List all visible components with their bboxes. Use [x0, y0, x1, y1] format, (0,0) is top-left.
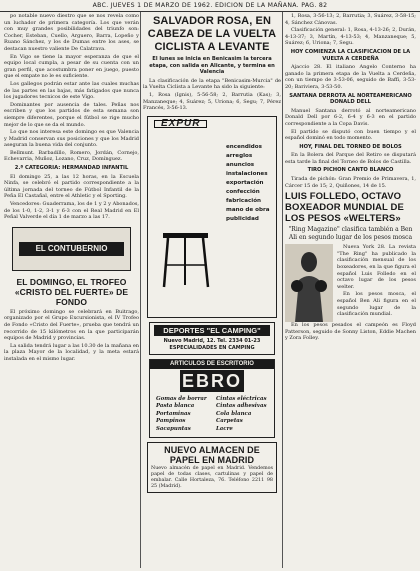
article-paragraph: En los pesos mosca, el español Ben Ali figura en el segundo lugar de la clasificación mundial.: [337, 291, 416, 318]
ad-item: confección: [226, 188, 260, 195]
ebro-item: Pasta blanca: [156, 403, 195, 410]
ebro-item: Sacapuntas: [156, 425, 191, 432]
ad-banner-title: EL CONTUBERNIO: [19, 242, 124, 256]
section-heading: HOY COMIENZA LA CLASIFICACION DE LA VUELTA A CERDEÑA: [290, 48, 411, 62]
ad-item: instalaciones: [226, 170, 268, 177]
ebro-item: Carpetas: [216, 418, 243, 425]
boxer-photo: [285, 244, 333, 322]
article-paragraph: 1, Rosa (Ignis), 5-56-58; 2, Barrutia (Kas); 3, Manzaneque; 4, Suárez; 5, Uriona; 6, Segu; 7, Pérez Francés, 3-56-13.: [143, 91, 281, 112]
article-paragraph: En la Bolera del Parque del Retiro se disputará esta tarde la final del Torneo de Bolos de Castilla.: [285, 152, 416, 165]
ebro-brand: EBRO: [181, 370, 242, 391]
article-paragraph: Vencedores: Guaderrama, los de 1 y 2 y Abonados, de los 1-0, 1-2, 3-1 y 6-3 con el Real Madrid en El Peñal Valverde el día 1 de marzo a las 17.: [4, 201, 139, 221]
article-headline: EL DOMINGO, EL TROFEO «CRISTO DEL FUERTE» DE FONDO: [14, 276, 129, 307]
article-paragraph: La salida tendrá lugar a las 10.30 de la mañana en la plaza Mayor de la localidad, y la meta estará instalada en el mismo lugar.: [4, 342, 139, 362]
article-paragraph: Clasificación general: 1, Rosa, 4-13-26; 2, Durán, 4-13-37; 3, Martín, 4-13-53; 4, Manzaneque; 5, Suárez; 6, Uriona; 7, Segu.: [285, 27, 416, 47]
ebro-ad: [149, 359, 275, 439]
article-paragraph: La clasificación de la etapa "Benicasim-Murcia" de la Vuelta Ciclista a Levante ha sido la siguiente:: [143, 77, 281, 91]
ad-item: arreglos: [226, 152, 253, 159]
ebro-item: Cintas adhesivas: [216, 403, 267, 410]
ad-item: mano de obra: [226, 206, 270, 213]
ad-item: fabricación: [226, 197, 262, 204]
column-right: [285, 13, 416, 568]
section-heading: SANTANA DERROTA AL NORTEAMERICANO DONALD DELL: [289, 92, 412, 106]
article-paragraph: Manuel Santana derrotó al norteamericano Donald Dell por 6-2, 6-4 y 6-3 en el partido correspondiente a la Copa Davis.: [285, 107, 416, 127]
ebro-item: Pampinos: [156, 418, 186, 425]
article-headline: SALVADOR ROSA, EN CABEZA DE LA VUELTA CICLISTA A LEVANTE: [147, 15, 277, 53]
almacen-ad: [147, 442, 277, 493]
ebro-top: ARTICULOS DE ESCRITORIO: [150, 360, 274, 369]
expur-logo: EXPUR: [154, 120, 207, 129]
column-rule: [282, 12, 283, 568]
ad-banner: [12, 227, 131, 271]
article-paragraph: Tirada de pichón: Gran Premio de Primavera, 1, Cárcer 15 de 15; 2, Quiñones, 14 de 15.: [285, 176, 416, 189]
article-paragraph: Nueva York 28. La revista "The Ring" ha publicado la clasificación mensual de los boxeadores, en la que figura el español Luis Folledo en el octavo lugar de los pesos welter.: [337, 244, 416, 290]
article-paragraph: El partido se disputó con buen tiempo y el español dominó en todo momento.: [285, 128, 416, 142]
article-headline: LUIS FOLLEDO, OCTAVO BOXEADOR MUNDIAL DE LOS PESOS «WELTERS»: [285, 191, 404, 225]
article-subhead: El lunes se inicia en Benicasim la tercera etapa, con salida en Alicante, y termina en Valencia: [149, 56, 275, 76]
column-center: [143, 13, 281, 568]
section-heading: 2.ª CATEGORIA: HERMANDAD INFANTIL: [14, 165, 129, 172]
article-paragraph: El domingo 25, a las 12 horas, en la Escuela Ninfa, se celebró el partido correspondiente a la última jornada del torneo de Fútbol Infantil de la Peña El Castañal, entre el Athletic y el Sporting.: [4, 173, 139, 200]
article-paragraph: Lo que nos interesa este domingo es que Valencia y Madrid conservan sus posiciones y que los Madrid aseguran la buena vida del conjunto.: [4, 129, 139, 149]
page-header: ABC. JUEVES 1 DE MARZO DE 1962. EDICION DE LA MAÑANA. PAG. 82: [0, 0, 420, 12]
ebro-item: Lacre: [216, 425, 233, 432]
article-paragraph: Los gallegos podrán estar ante las cuales muchas de las partes en las bajas, más fatigados que nunca los jugadores tecnicos de este Vigo.: [4, 80, 139, 101]
section-heading: HOY, FINAL DEL TORNEO DE BOLOS: [299, 143, 402, 150]
ebro-item: Cintas eléctricas: [216, 395, 267, 402]
ebro-item: Gomas de borrar: [156, 395, 207, 402]
almacen-title: NUEVO ALMACEN DE PAPEL EN MADRID: [164, 445, 260, 466]
article-paragraph: El próximo domingo se celebrará en Buitrago, organizado por el Grupo Excursionista, el IV Trofeo de Fondo «Cristo del Fuerte», prueba que tendrá un recorrido de 15 kilómetros en la que participarán equipos de Madrid y provincias.: [4, 308, 139, 342]
ad-item: exportación: [226, 179, 264, 186]
article-subhead: "Ring Magazine" clasifica también a Ben Ali en segundo lugar de los pesos mosca: [288, 226, 413, 241]
ebro-item: Portaminas: [156, 410, 191, 417]
article-paragraph: En los pesos pesados el campeón es Floyd Patterson, seguido de Sonny Liston, Eddie Machen y Zora Folley.: [285, 322, 416, 342]
section-heading: TIRO PICHON CANTO BLANCO: [307, 167, 394, 174]
almacen-text: Nuevo almacén de papel en Madrid. Vendemos papel de todas clases, cartulinas y papel de embalar. Calle Hortaleza, 76. Teléfono 2211 98 25 (Madrid).: [151, 466, 273, 490]
ad-item: publicidad: [226, 215, 259, 222]
article-paragraph: Bellmunt. Barbadillo, Romero, Jordán, Cornejo, Echevarria, Muñoz, Lozano, Cruz, Domínguez.: [4, 149, 139, 163]
camping-text: Nuevo Madrid, 12. Tel. 2334 01-23 ESPECIALIDADES EN CAMPING: [163, 337, 261, 351]
ebro-item: Cola blanca: [216, 410, 252, 417]
article-paragraph: En Vigo se tiene la mayor esperanza de que el equipo local cumpla, a pesar de su cuenta con un gran perfil, que acostumbra poner en juego, puesto que el empate no le es suficiente.: [4, 53, 139, 80]
ad-item: encendidos: [226, 143, 262, 150]
ad-item: anuncios: [226, 161, 255, 168]
article-paragraph: 1, Rosa, 3-56-13; 2, Barrutia; 3, Suárez, 3-58-15; 4, Sánchez Cánovas.: [285, 13, 416, 26]
camping-ad: [149, 322, 275, 355]
camping-title: DEPORTES "EL CAMPING": [154, 325, 270, 336]
article-paragraph: Ajaccio 28. El italiano Angelo Conterno ha ganado la primera etapa de la Vuelta a Cerdeña, con un tiempo de 3-53-06, seguido de Baffi, 3-53-20; Bariviera, 3-53-50.: [285, 64, 416, 90]
expur-ad: [147, 116, 277, 318]
article-paragraph: Dominantes por ausencia de tales. Peñas nos escriben y que los partidos de esta semana son siempre diferentes, porque el fútbol se rige mucho mejor de lo que se da el mundo.: [4, 101, 139, 128]
article-paragraph: po notable nuevo diestro que se nos revela como un luchador de primera categoría. Los que verán con muy grandes posibilidades del triunfo son: Cocher, Esteban, Cuello, Arguero, Barra, Lopeño y Ruano Sánchez, y los de Dumas entre los ases, se destacan nuestro valiente De Calatrava.: [4, 13, 139, 52]
furniture-illustration: [158, 227, 218, 297]
column-left: [4, 13, 139, 568]
column-rule: [140, 12, 141, 568]
